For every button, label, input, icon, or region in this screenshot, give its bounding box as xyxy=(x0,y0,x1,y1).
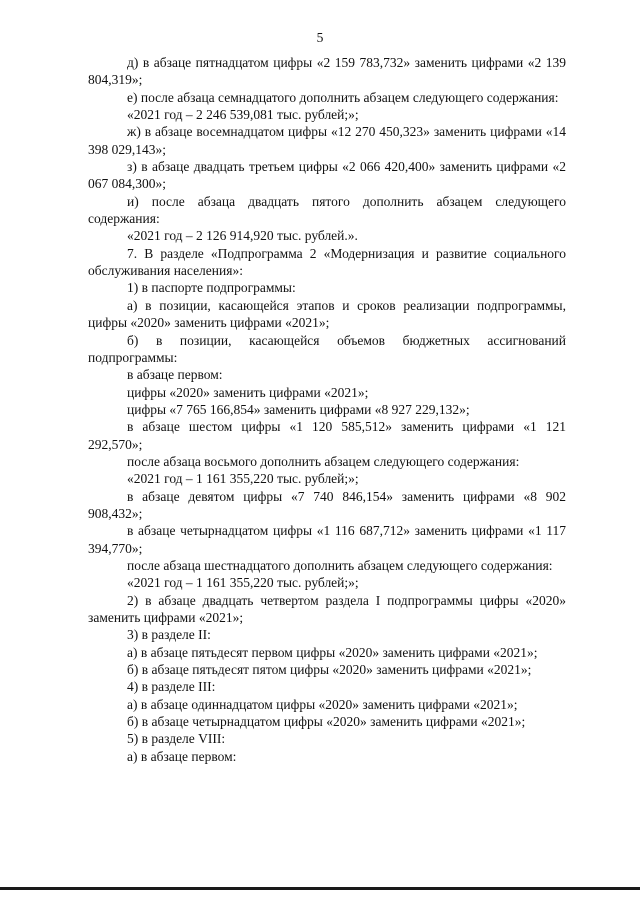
paragraph: после абзаца восьмого дополнить абзацем следующего содержания: xyxy=(127,453,520,469)
paragraph: а) в позиции, касающейся этапов и сроков реализации подпрограммы, цифры «2020» заменить цифрами «2021»; xyxy=(88,297,566,331)
paragraph: в абзаце четырнадцатом цифры «1 116 687,712» заменить цифрами «1 117 394,770»; xyxy=(88,523,566,556)
paragraph: б) в позиции, касающейся объемов бюджетных ассигнований подпрограммы: xyxy=(88,332,566,365)
paragraph: в абзаце первом: xyxy=(127,367,223,383)
paragraph: в абзаце шестом цифры «1 120 585,512» заменить цифрами «1 121 292,570»; xyxy=(88,419,566,452)
paragraph: а) в абзаце первом: xyxy=(127,748,237,764)
paragraph: д) в абзаце пятнадцатом цифры «2 159 783,732» заменить цифрами «2 139 804,319»; xyxy=(88,55,566,88)
paragraph: и) после абзаца двадцать пятого дополнить абзацем следующего содержания: xyxy=(88,193,566,227)
paragraph: цифры «2020» заменить цифрами «2021»; xyxy=(127,384,369,400)
paragraph: ж) в абзаце восемнадцатом цифры «12 270 450,323» заменить цифрами «14 398 029,143»; xyxy=(88,124,566,157)
paragraph: б) в абзаце четырнадцатом цифры «2020» заменить цифрами «2021»; xyxy=(127,714,526,730)
document-body xyxy=(88,54,566,765)
paragraph: е) после абзаца семнадцатого дополнить абзацем следующего содержания: xyxy=(127,89,559,105)
paragraph: 7. В разделе «Подпрограмма 2 «Модернизация и развитие социального обслуживания населения»: xyxy=(88,245,566,279)
paragraph: 2) в абзаце двадцать четвертом раздела I подпрограммы цифры «2020» заменить цифрами «2021»; xyxy=(88,592,566,625)
paragraph: 3) в разделе II: xyxy=(127,627,211,643)
paragraph: з) в абзаце двадцать третьем цифры «2 066 420,400» заменить цифрами «2 067 084,300»; xyxy=(88,159,566,192)
page-number: 5 xyxy=(316,30,324,45)
paragraph: цифры «7 765 166,854» заменить цифрами «8 927 229,132»; xyxy=(127,401,470,417)
paragraph: б) в абзаце пятьдесят пятом цифры «2020» заменить цифрами «2021»; xyxy=(127,662,532,678)
paragraph: в абзаце девятом цифры «7 740 846,154» заменить цифрами «8 902 908,432»; xyxy=(88,488,566,521)
paragraph: 5) в разделе VIII: xyxy=(127,731,226,747)
paragraph: а) в абзаце одиннадцатом цифры «2020» заменить цифрами «2021»; xyxy=(127,696,518,712)
paragraph: а) в абзаце пятьдесят первом цифры «2020» заменить цифрами «2021»; xyxy=(127,644,538,660)
paragraph: 1) в паспорте подпрограммы: xyxy=(127,280,296,296)
paragraph: «2021 год – 1 161 355,220 тыс. рублей;»; xyxy=(127,471,359,487)
paragraph: после абзаца шестнадцатого дополнить абзацем следующего содержания: xyxy=(127,557,553,573)
paragraph: «2021 год – 2 126 914,920 тыс. рублей.». xyxy=(127,228,358,244)
paragraph: 4) в разделе III: xyxy=(127,679,216,695)
paragraph: «2021 год – 1 161 355,220 тыс. рублей;»; xyxy=(127,575,359,591)
paragraph: «2021 год – 2 246 539,081 тыс. рублей;»; xyxy=(127,107,359,123)
bottom-rule xyxy=(0,887,640,890)
